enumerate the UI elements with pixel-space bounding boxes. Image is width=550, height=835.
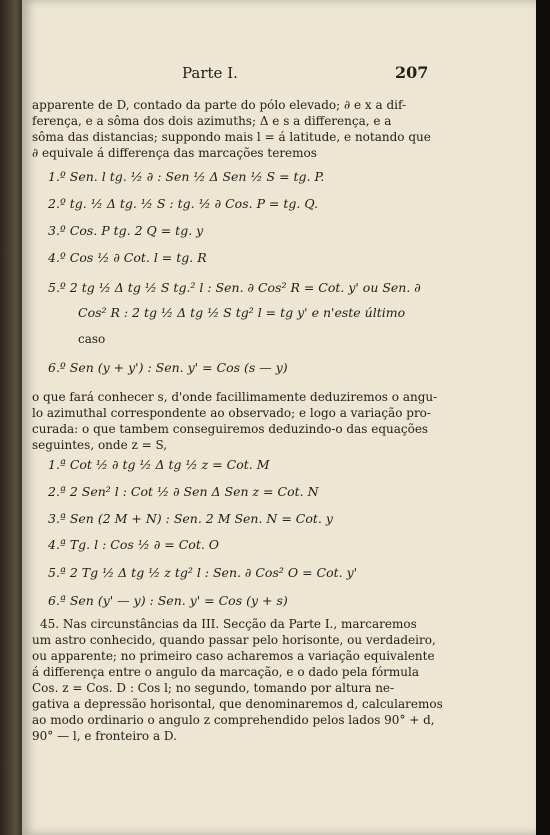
paragraph-line: gativa a depressão horisontal, que denominaremos d, calcularemos — [32, 697, 443, 711]
equation: 2.ª 2 Sen² l : Cot ½ ∂ Sen Δ Sen z = Cot. N — [48, 484, 319, 499]
equation: 6.ª Sen (y' — y) : Sen. y' = Cos (y + s) — [48, 593, 288, 608]
equation: 4.ª Tg. l : Cos ½ ∂ = Cot. O — [48, 537, 220, 552]
equation: 5.ª 2 Tg ½ Δ tg ½ z tg² l : Sen. ∂ Cos² O = Cot. y' — [48, 565, 358, 580]
paragraph-line: o que fará conhecer s, d'onde facillimamente deduziremos o angu- — [32, 390, 438, 404]
book-page — [22, 0, 536, 835]
paragraph-line: um astro conhecido, quando passar pelo horisonte, ou verdadeiro, — [32, 633, 436, 647]
paragraph-line: 45. Nas circunstâncias da III. Secção da Parte I., marcaremos — [40, 617, 417, 631]
scan-border — [536, 0, 550, 835]
equation: 1.ª Cot ½ ∂ tg ½ Δ tg ½ z = Cot. M — [48, 457, 270, 472]
paragraph-line: ao modo ordinario o angulo z comprehendido pelos lados 90° + d, — [32, 713, 435, 727]
equation: 2.º tg. ½ Δ tg. ½ S : tg. ½ ∂ Cos. P = tg. Q. — [48, 196, 318, 211]
equation-continued: caso — [78, 332, 106, 346]
paragraph-line: lo azimuthal correspondente ao observado; e logo a variação pro- — [32, 406, 431, 420]
intro-line: sôma das distancias; suppondo mais l = á latitude, e notando que — [32, 130, 431, 144]
paragraph-line: seguintes, onde z = S, — [32, 438, 168, 452]
equation-continued: Cos² R : 2 tg ½ Δ tg ½ S tg² l = tg y' e n'este último — [78, 305, 406, 320]
equation: 1.º Sen. l tg. ½ ∂ : Sen ½ Δ Sen ½ S = tg. P. — [48, 169, 325, 184]
intro-line: ∂ equivale á differença das marcações teremos — [32, 146, 317, 160]
book-gutter — [0, 0, 22, 835]
intro-line: ferença, e a sôma dos dois azimuths; Δ e s a differença, e a — [32, 114, 392, 128]
running-head: Parte I. — [182, 64, 238, 82]
equation: 6.º Sen (y + y') : Sen. y' = Cos (s — y) — [48, 360, 288, 375]
paragraph-line: 90° — l, e fronteiro a D. — [32, 729, 177, 743]
paragraph-line: curada: o que tambem conseguiremos deduzindo-o das equações — [32, 422, 429, 436]
page-number: 207 — [395, 63, 429, 82]
paragraph-line: Cos. z = Cos. D : Cos l; no segundo, tomando por altura ne- — [32, 681, 395, 695]
intro-line: apparente de D, contado da parte do pólo elevado; ∂ e x a dif- — [32, 98, 407, 112]
equation: 3.º Cos. P tg. 2 Q = tg. y — [48, 223, 204, 238]
paragraph-line: á differença entre o angulo da marcação, e o dado pela fórmula — [32, 665, 420, 679]
equation: 3.ª Sen (2 M + N) : Sen. 2 M Sen. N = Cot. y — [48, 511, 333, 526]
paragraph-line: ou apparente; no primeiro caso acharemos a variação equivalente — [32, 649, 435, 663]
equation: 5.º 2 tg ½ Δ tg ½ S tg.² l : Sen. ∂ Cos² R = Cot. y' ou Sen. ∂ — [48, 280, 421, 295]
equation: 4.º Cos ½ ∂ Cot. l = tg. R — [48, 250, 207, 265]
